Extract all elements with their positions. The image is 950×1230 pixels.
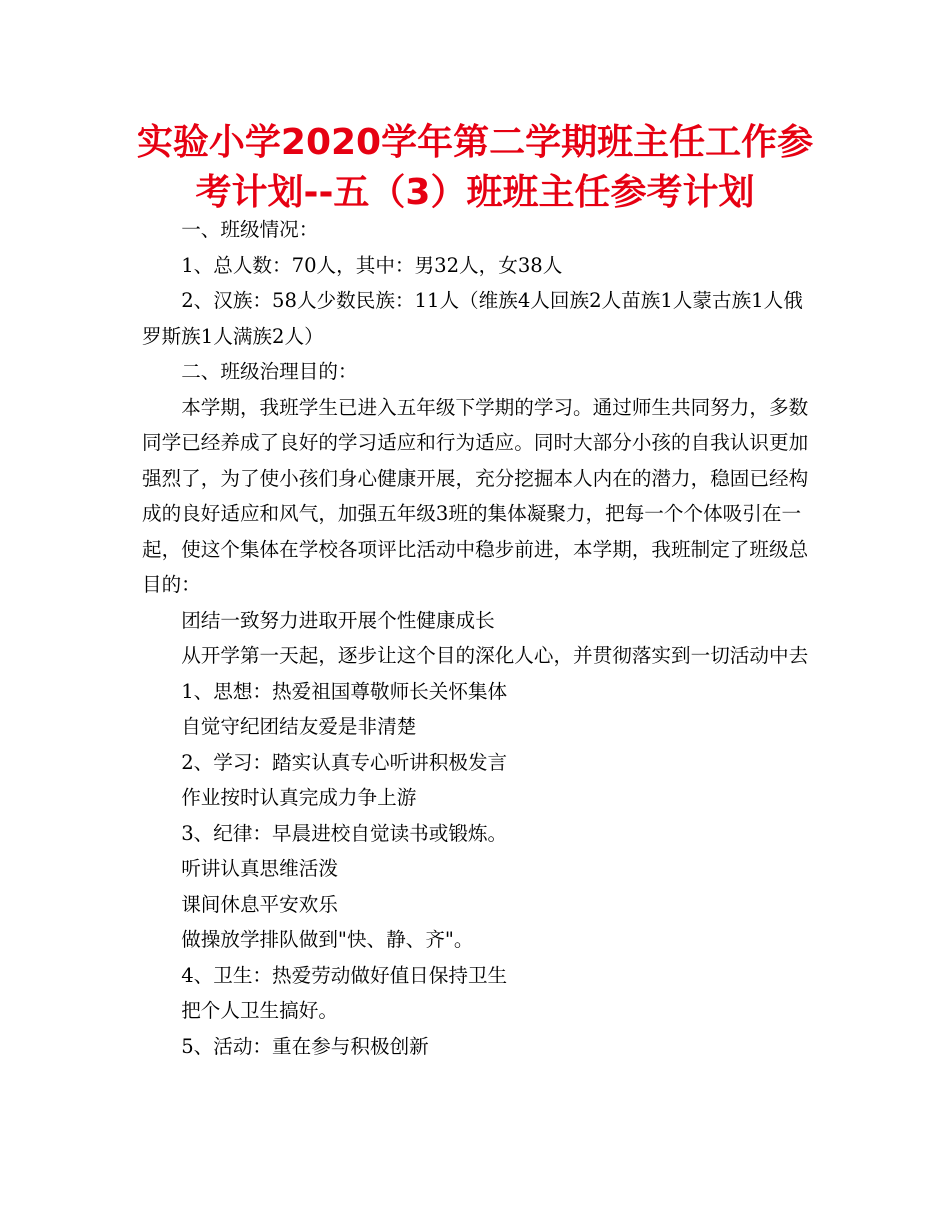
document-body — [142, 212, 814, 1064]
paragraph-ethnicity: 2、汉族：58人少数民族：11人（维族4人回族2人苗族1人蒙古族1人俄罗斯族1人满族2人） — [142, 289, 803, 348]
paragraph-total-students: 1、总人数：70人，其中：男32人，女38人 — [181, 253, 563, 277]
list-item-study: 2、学习：踏实认真专心听讲积极发言 — [181, 750, 508, 774]
paragraph-semester-overview: 本学期，我班学生已进入五年级下学期的学习。通过师生共同努力，多数同学已经养成了良好的学习适应和行为适应。同时大部分小孩的自我认识更加强烈了，为了使小孩们身心健康开展，充分挖掘本人内在的潜力，稳固已经构成的良好适应和风气，加强五年级3班的集体凝聚力，把每一个个体吸引在一起，使这个集体在学校各项评比活动中稳步前进，本学期，我班制定了班级总目的： — [142, 395, 809, 596]
list-item-thought-cont: 自觉守纪团结友爱是非清楚 — [181, 715, 417, 738]
list-item-discipline-cont-3: 做操放学排队做到"快、静、齐"。 — [181, 928, 474, 951]
paragraph-class-motto: 团结一致努力进取开展个性健康成长 — [181, 608, 495, 632]
list-item-hygiene-cont: 把个人卫生搞好。 — [181, 999, 338, 1022]
title-line-2: 考计划--五（3）班班主任参考计划 — [195, 172, 755, 213]
list-item-discipline: 3、纪律：早晨进校自觉读书或锻炼。 — [181, 821, 508, 845]
list-item-hygiene: 4、卫生：热爱劳动做好值日保持卫生 — [181, 963, 508, 987]
list-item-study-cont: 作业按时认真完成力争上游 — [181, 786, 417, 809]
list-item-discipline-cont-2: 课间休息平安欢乐 — [181, 892, 338, 916]
list-item-discipline-cont-1: 听讲认真思维活泼 — [181, 857, 338, 880]
list-item-activities: 5、活动：重在参与积极创新 — [181, 1034, 429, 1058]
section-heading-class-situation: 一、班级情况： — [181, 218, 319, 241]
section-heading-management-goal: 二、班级治理目的： — [181, 360, 358, 383]
list-item-thought: 1、思想：热爱祖国尊敬师长关怀集体 — [181, 679, 508, 703]
title-line-1: 实验小学2020学年第二学期班主任工作参 — [136, 122, 814, 163]
document-title — [128, 118, 822, 218]
paragraph-implementation: 从开学第一天起，逐步让这个目的深化人心，并贯彻落实到一切活动中去 — [181, 644, 809, 667]
